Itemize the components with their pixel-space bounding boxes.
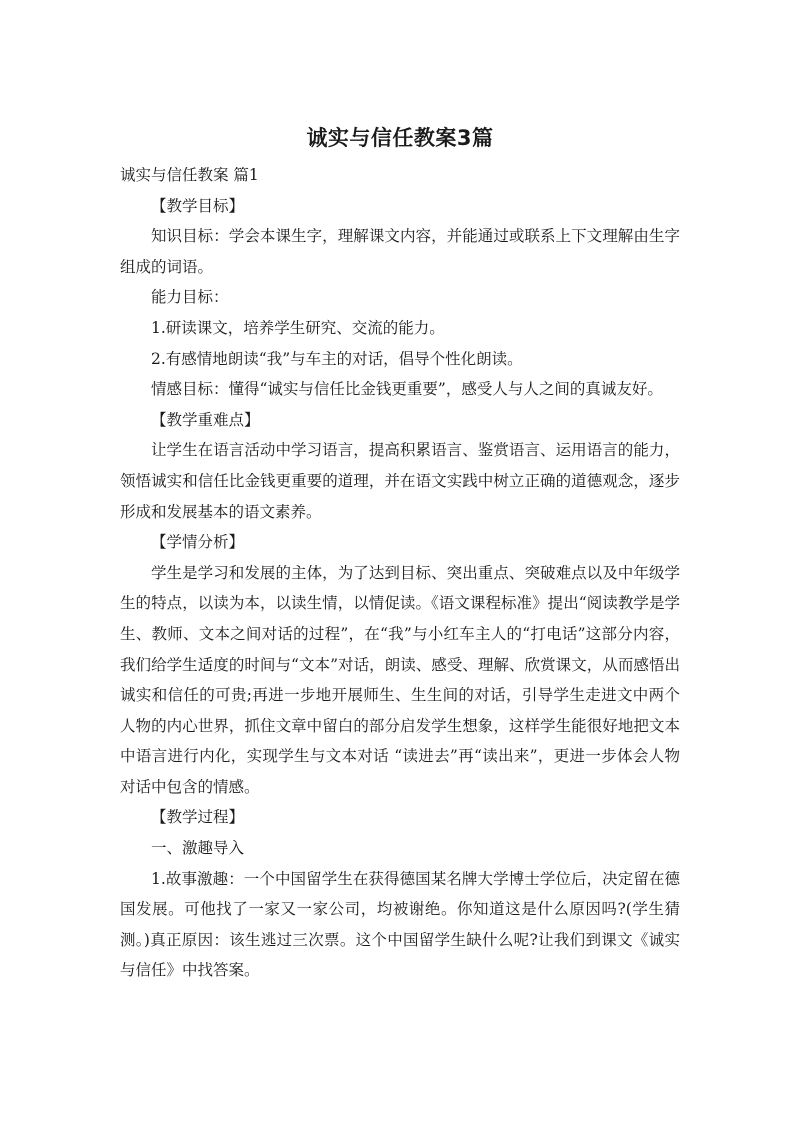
document-body [120, 160, 680, 986]
paragraph-story: 1.故事激趣：一个中国留学生在获得德国某名牌大学博士学位后，决定留在德国发展。可他找了一家又一家公司，均被谢绝。你知道这是什么原因吗?(学生猜测。)真正原因：该生逃过三次票。这个中国留学生缺什么呢?让我们到课文《诚实与信任》中找答案。 [120, 869, 680, 980]
section-heading: 诚实与信任教案 篇1 [120, 166, 259, 184]
paragraph-student-analysis: 学生是学习和发展的主体，为了达到目标、突出重点、突破难点以及中年级学生的特点，以读为本，以读生情，以情促读。《语文课程标准》提出“阅读教学是学生、教师、文本之间对话的过程”，在“我”与小红车主人的“打电话”这部分内容，我们给学生适度的时间与“文本”对话，朗读、感受、理解、欣赏课文，从而感悟出诚实和信任的可贵;再进一步地开展师生、生生间的对话，引导学生走进文中两个人物的内心世界，抓住文章中留白的部分启发学生想象，这样学生能很好地把文本中语言进行内化，实现学生与文本对话 “读进去”再“读出来”，更进一步体会人物对话中包含的情感。 [120, 563, 680, 796]
document-title: 诚实与信任教案3篇 [306, 126, 494, 150]
paragraph-key-points: 让学生在语言活动中学习语言，提高积累语言、鉴赏语言、运用语言的能力，领悟诚实和信任比金钱更重要的道理，并在语文实践中树立正确的道德观念，逐步形成和发展基本的语文素养。 [120, 441, 680, 521]
list-item: 1.研读课文，培养学生研究、交流的能力。 [151, 318, 445, 337]
heading-key-points: 【教学重难点】 [151, 410, 260, 429]
subheading-intro: 一、激趣导入 [151, 839, 245, 858]
heading-teaching-goals: 【教学目标】 [151, 196, 245, 215]
heading-teaching-process: 【教学过程】 [151, 808, 245, 827]
list-item: 2.有感情地朗读“我”与车主的对话，倡导个性化朗读。 [151, 349, 523, 368]
heading-student-analysis: 【学情分析】 [151, 533, 245, 552]
paragraph-ability-goal: 能力目标： [151, 288, 229, 307]
paragraph-knowledge-goal: 知识目标：学会本课生字，理解课文内容，并能通过或联系上下文理解由生字组成的词语。 [120, 227, 680, 276]
paragraph-emotion-goal: 情感目标：懂得“诚实与信任比金钱更重要”，感受人与人之间的真诚友好。 [151, 380, 663, 399]
